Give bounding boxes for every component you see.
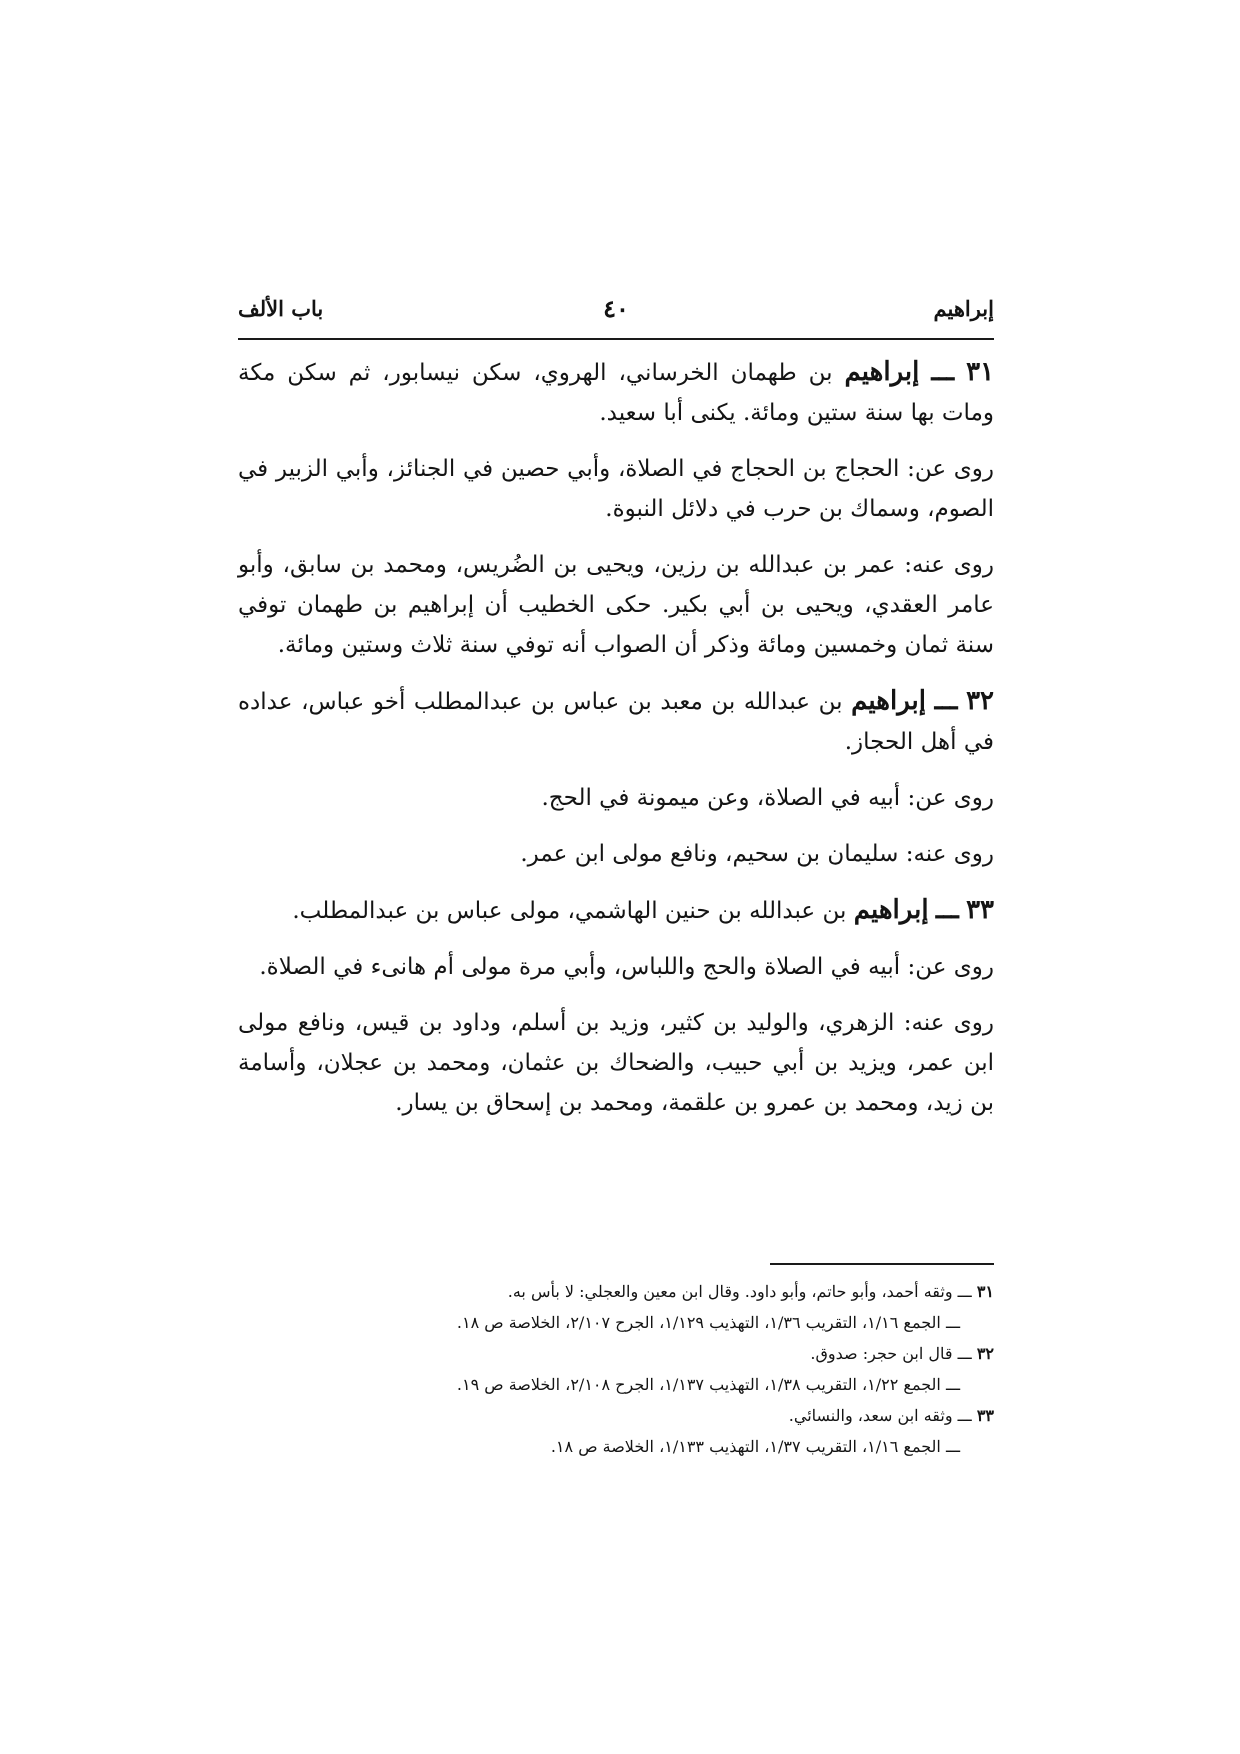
footnote-text: وثقه ابن سعد، والنسائي. xyxy=(788,1406,953,1425)
footnote-31-sources xyxy=(238,1307,994,1338)
entry-31-narrators xyxy=(238,545,994,665)
running-header xyxy=(238,290,994,330)
entry-intro: بن طهمان الخرساني، الهروي، سكن نيسابور، ثم سكن مكة ومات بها سنة ستين ومائة. يكنى أبا سعيد. xyxy=(238,360,994,426)
entry-31-heading xyxy=(238,352,994,433)
footnote-32-sources xyxy=(238,1369,994,1400)
footnote-33-sources xyxy=(238,1431,994,1462)
entry-intro: بن عبدالله بن معبد بن عباس بن عبدالمطلب أخو عباس، عداده في أهل الحجاز. xyxy=(238,689,994,755)
narrators-label: روى عنه: xyxy=(903,1010,994,1036)
footnote-dash: ـــ xyxy=(957,1282,972,1301)
header-rule xyxy=(238,338,994,340)
entry-dash: ـــ xyxy=(934,686,958,716)
footnote-dash: ـــ xyxy=(945,1375,960,1394)
entry-33-heading xyxy=(238,890,994,931)
footnote-text: الجمع ١/٢٢، التقريب ١/٣٨، التهذيب ١/١٣٧، الجرح ٢/١٠٨، الخلاصة ص ١٩. xyxy=(456,1375,941,1394)
header-entry-name: إبراهيم xyxy=(933,296,994,321)
entry-number: ٣١ xyxy=(966,357,995,387)
footnote-31 xyxy=(238,1276,994,1307)
footnote-text: الجمع ١/١٦، التقريب ١/٣٦، التهذيب ١/١٢٩، الجرح ٢/١٠٧، الخلاصة ص ١٨. xyxy=(456,1313,941,1332)
entry-32-narrators xyxy=(238,834,994,874)
entry-32-narrated-from xyxy=(238,778,994,818)
footnote-text: الجمع ١/١٦، التقريب ١/٣٧، التهذيب ١/١٣٣، الخلاصة ص ١٨. xyxy=(550,1437,941,1456)
footnote-number: ٣٢ xyxy=(976,1344,994,1363)
footnote-dash: ـــ xyxy=(957,1344,972,1363)
entry-name: إبراهيم xyxy=(844,357,920,387)
entry-dash: ـــ xyxy=(931,357,955,387)
entry-31-narrated-from xyxy=(238,449,994,529)
footnote-32 xyxy=(238,1338,994,1369)
footnote-number: ٣١ xyxy=(976,1282,994,1301)
entry-name: إبراهيم xyxy=(853,895,929,925)
narrated-from-text: الحجاج بن الحجاج في الصلاة، وأبي حصين في الجنائز، وأبي الزبير في الصوم، وسماك بن حرب في دلائل النبوة. xyxy=(238,456,994,522)
entry-name: إبراهيم xyxy=(851,686,927,716)
narrators-label: روى عنه: xyxy=(904,552,994,578)
page-number: ٤٠ xyxy=(603,294,629,323)
footnote-33 xyxy=(238,1400,994,1431)
entry-number: ٣٣ xyxy=(966,895,994,925)
narrated-from-label: روى عن: xyxy=(907,785,994,811)
entry-33-narrated-from xyxy=(238,947,994,987)
narrated-from-text: أبيه في الصلاة والحج واللباس، وأبي مرة مولى أم هانىء في الصلاة. xyxy=(259,954,901,980)
entry-dash: ـــ xyxy=(935,895,959,925)
header-chapter-title: باب الألف xyxy=(238,296,324,321)
footnote-text: قال ابن حجر: صدوق. xyxy=(810,1344,953,1363)
footnote-dash: ـــ xyxy=(945,1437,960,1456)
footnote-dash: ـــ xyxy=(957,1406,972,1425)
narrated-from-label: روى عن: xyxy=(907,456,995,482)
footnotes xyxy=(238,1276,994,1462)
narrators-label: روى عنه: xyxy=(905,841,994,867)
narrators-text: سليمان بن سحيم، ونافع مولى ابن عمر. xyxy=(520,841,899,867)
footnote-number: ٣٣ xyxy=(976,1406,994,1425)
entry-33-narrators xyxy=(238,1003,994,1123)
entry-32-heading xyxy=(238,681,994,762)
narrators-text: عمر بن عبدالله بن رزين، ويحيى بن الضُريس، ومحمد بن سابق، وأبو عامر العقدي، ويحيى بن أبي بكير. حكى الخطيب أن إبراهيم بن طهمان توفي سنة ثمان وخمسين ومائة وذكر أن الصواب أنه توفي سنة ثلاث وستين ومائة. xyxy=(238,552,994,658)
narrated-from-label: روى عن: xyxy=(907,954,994,980)
entry-intro: بن عبدالله بن حنين الهاشمي، مولى عباس بن عبدالمطلب. xyxy=(292,898,847,924)
main-text xyxy=(238,352,994,1139)
narrators-text: الزهري، والوليد بن كثير، وزيد بن أسلم، وداود بن قيس، ونافع مولى ابن عمر، ويزيد بن أبي حبيب، والضحاك بن عثمان، ومحمد بن عجلان، وأسامة بن زيد، ومحمد بن عمرو بن علقمة، ومحمد بن إسحاق بن يسار. xyxy=(238,1010,994,1116)
footnote-dash: ـــ xyxy=(945,1313,960,1332)
footnote-text: وثقه أحمد، وأبو حاتم، وأبو داود. وقال ابن معين والعجلي: لا بأس به. xyxy=(507,1282,953,1301)
entry-number: ٣٢ xyxy=(966,686,995,716)
narrated-from-text: أبيه في الصلاة، وعن ميمونة في الحج. xyxy=(541,785,901,811)
footnote-rule xyxy=(770,1263,994,1265)
